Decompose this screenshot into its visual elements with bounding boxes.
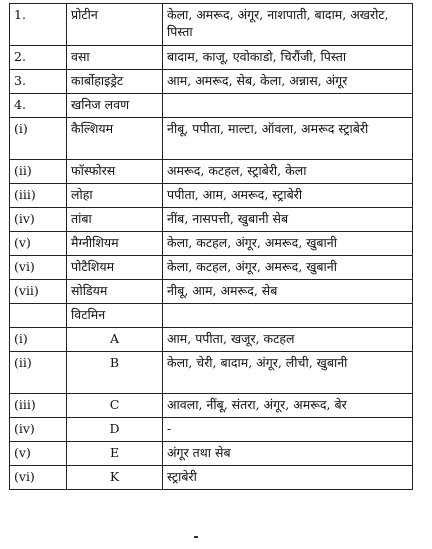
food-sources: केला, चेरी, बादाम, अंगूर, लीची, खुबानी bbox=[163, 352, 413, 394]
section-heading: खनिज लवण bbox=[67, 94, 163, 118]
row-number: (v) bbox=[10, 442, 67, 466]
food-sources: केला, अमरूद, अंगूर, नाशपाती, बादाम, अखरोट, पिस्ता bbox=[163, 4, 413, 46]
row-number: (iii) bbox=[10, 184, 67, 208]
table-row bbox=[10, 160, 413, 184]
vitamin-name: D bbox=[67, 418, 163, 442]
table-row bbox=[10, 46, 413, 70]
row-number: (i) bbox=[10, 328, 67, 352]
food-sources: बादाम, काजू, एवोकाडो, चिरौंजी, पिस्ता bbox=[163, 46, 413, 70]
row-number: 2. bbox=[10, 46, 67, 70]
nutrient-name: फॉस्फोरस bbox=[67, 160, 163, 184]
row-number: (vii) bbox=[10, 280, 67, 304]
table-row bbox=[10, 208, 413, 232]
food-sources: नींब, नासपत्ती, खुबानी सेब bbox=[163, 208, 413, 232]
nutrient-name: सोडियम bbox=[67, 280, 163, 304]
row-number: (iv) bbox=[10, 418, 67, 442]
vitamin-name: A bbox=[67, 328, 163, 352]
table-row bbox=[10, 280, 413, 304]
row-number: (vi) bbox=[10, 256, 67, 280]
table-row bbox=[10, 442, 413, 466]
table-row bbox=[10, 4, 413, 46]
food-sources: अमरूद, कटहल, स्ट्राबेरी, केला bbox=[163, 160, 413, 184]
table-row bbox=[10, 70, 413, 94]
table-row bbox=[10, 256, 413, 280]
row-number: (iii) bbox=[10, 394, 67, 418]
food-sources: नीबू, आम, अमरूद, सेब bbox=[163, 280, 413, 304]
vitamin-name: E bbox=[67, 442, 163, 466]
row-number: 1. bbox=[10, 4, 67, 46]
food-sources: आम, अमरूद, सेब, केला, अन्नास, अंगूर bbox=[163, 70, 413, 94]
row-number: (iv) bbox=[10, 208, 67, 232]
vitamin-name: B bbox=[67, 352, 163, 394]
row-number: 4. bbox=[10, 94, 67, 118]
nutrient-name: पोटैशियम bbox=[67, 256, 163, 280]
table-row bbox=[10, 94, 413, 118]
table-row bbox=[10, 118, 413, 160]
nutrient-name: वसा bbox=[67, 46, 163, 70]
food-sources: आवला, नींबू, संतरा, अंगूर, अमरूद, बेर bbox=[163, 394, 413, 418]
table-row bbox=[10, 184, 413, 208]
section-heading: विटमिन bbox=[67, 304, 163, 328]
nutrient-name: प्रोटीन bbox=[67, 4, 163, 46]
table-row bbox=[10, 466, 413, 490]
food-sources: अंगूर तथा सेब bbox=[163, 442, 413, 466]
nutrient-food-table bbox=[9, 3, 413, 490]
row-number bbox=[10, 304, 67, 328]
food-sources: पपीता, आम, अमरूद, स्ट्राबेरी bbox=[163, 184, 413, 208]
vitamin-name: C bbox=[67, 394, 163, 418]
table-row bbox=[10, 352, 413, 394]
row-number: (ii) bbox=[10, 160, 67, 184]
table-row bbox=[10, 394, 413, 418]
food-sources bbox=[163, 94, 413, 118]
row-number: (ii) bbox=[10, 352, 67, 394]
row-number: (vi) bbox=[10, 466, 67, 490]
row-number: 3. bbox=[10, 70, 67, 94]
food-sources bbox=[163, 304, 413, 328]
stray-mark bbox=[194, 536, 198, 538]
nutrient-name: मैग्नीशियम bbox=[67, 232, 163, 256]
food-sources: आम, पपीता, खजूर, कटहल bbox=[163, 328, 413, 352]
food-sources: - bbox=[163, 418, 413, 442]
row-number: (v) bbox=[10, 232, 67, 256]
table-row bbox=[10, 328, 413, 352]
food-sources: केला, कटहल, अंगूर, अमरूद, खुबानी bbox=[163, 256, 413, 280]
food-sources: केला, कटहल, अंगूर, अमरूद, खुबानी bbox=[163, 232, 413, 256]
row-number: (i) bbox=[10, 118, 67, 160]
table-row bbox=[10, 304, 413, 328]
nutrient-name: लोहा bbox=[67, 184, 163, 208]
food-sources: स्ट्राबेरी bbox=[163, 466, 413, 490]
vitamin-name: K bbox=[67, 466, 163, 490]
table-row bbox=[10, 418, 413, 442]
nutrient-name: कैल्शियम bbox=[67, 118, 163, 160]
nutrient-name: कार्बोहाइड्रेट bbox=[67, 70, 163, 94]
nutrient-name: तांबा bbox=[67, 208, 163, 232]
food-sources: नीबू, पपीता, माल्टा, ऑवला, अमरूद स्ट्राबेरी bbox=[163, 118, 413, 160]
table-row bbox=[10, 232, 413, 256]
